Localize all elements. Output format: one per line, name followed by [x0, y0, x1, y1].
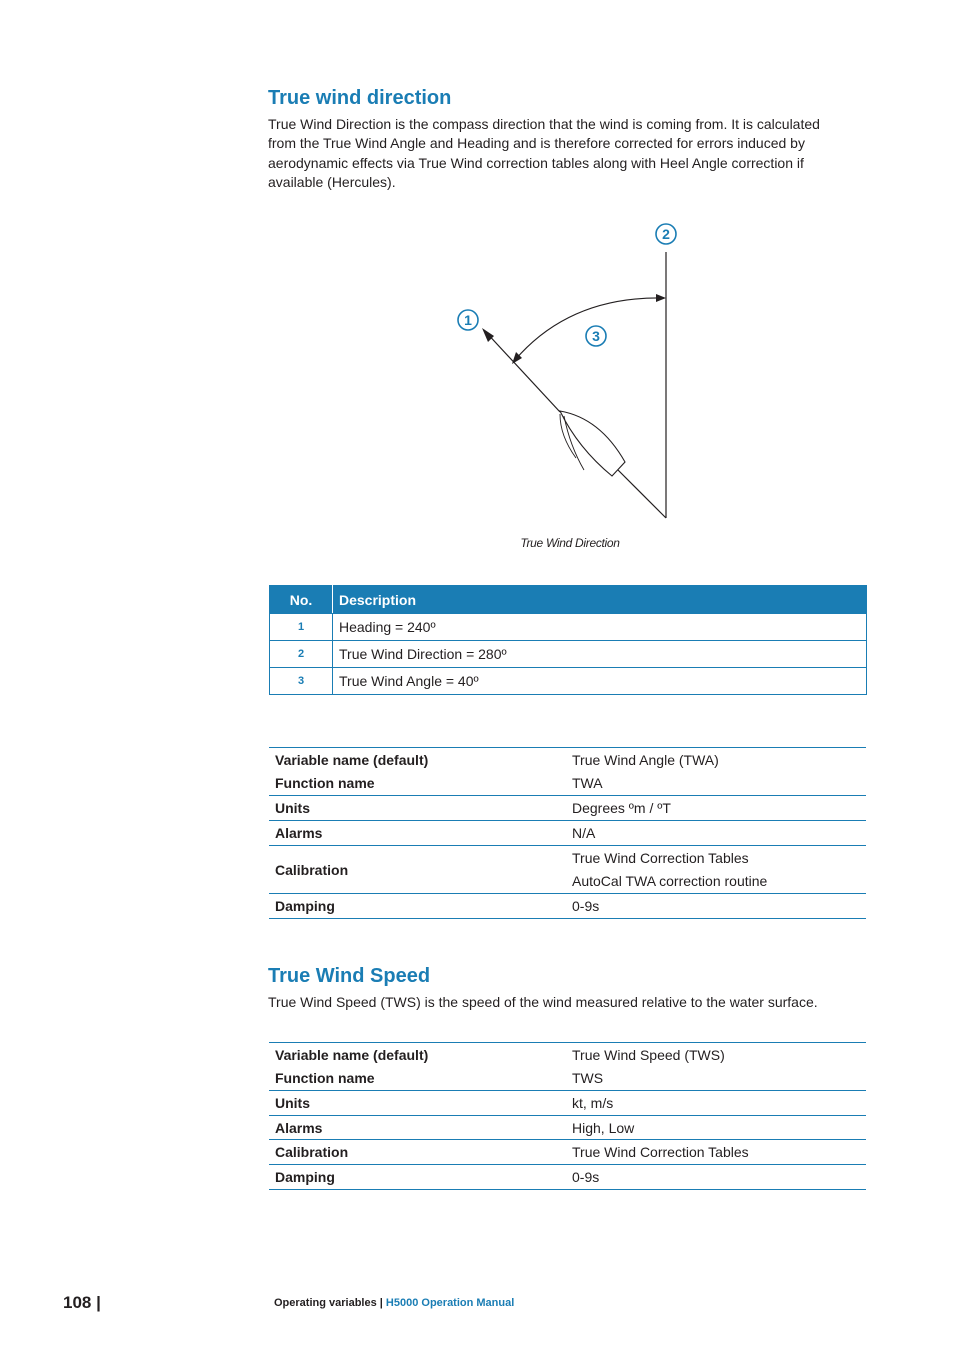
- alarms-value: High, Low: [568, 1116, 866, 1140]
- table-row: [270, 614, 867, 641]
- calibration-label: Calibration: [269, 846, 568, 894]
- footer-section: Operating variables: [274, 1297, 377, 1309]
- callout-2: [656, 224, 676, 244]
- arc-arrowhead-top: [656, 294, 666, 302]
- variable-name-value: True Wind Speed (TWS): [568, 1043, 866, 1067]
- footer-separator: |: [376, 1297, 386, 1309]
- damping-label: Damping: [269, 1165, 568, 1190]
- section-title-true-wind-speed: True Wind Speed: [268, 965, 431, 987]
- function-name-value: TWA: [568, 772, 866, 796]
- row-description: Heading = 240º: [333, 614, 867, 641]
- column-header-description: Description: [333, 586, 867, 614]
- damping-value: 0-9s: [568, 894, 866, 919]
- alarms-label: Alarms: [269, 1116, 568, 1140]
- units-label: Units: [269, 1091, 568, 1116]
- footer-running-title: [274, 1297, 514, 1309]
- units-label: Units: [269, 796, 568, 821]
- table-row: [270, 641, 867, 668]
- heading-arrowhead: [482, 328, 494, 342]
- calibration-value-1: True Wind Correction Tables: [572, 849, 749, 866]
- table-row: [270, 668, 867, 695]
- calibration-label: Calibration: [269, 1140, 568, 1165]
- row-description: True Wind Angle = 40º: [333, 668, 867, 695]
- section-title-true-wind-direction: True wind direction: [268, 87, 452, 109]
- function-name-label: Function name: [269, 1067, 568, 1091]
- callout-legend-table: [269, 585, 867, 695]
- callout-3: [586, 326, 606, 346]
- function-name-label: Function name: [269, 772, 568, 796]
- row-number: 1: [270, 614, 333, 641]
- units-value: Degrees ºm / ºT: [568, 796, 866, 821]
- tws-variable-table: [269, 1042, 866, 1190]
- damping-label: Damping: [269, 894, 568, 919]
- column-header-no: No.: [270, 586, 333, 614]
- variable-name-label: Variable name (default): [269, 748, 568, 772]
- function-name-value: TWS: [568, 1067, 866, 1091]
- damping-value: 0-9s: [568, 1165, 866, 1190]
- variable-name-label: Variable name (default): [269, 1043, 568, 1067]
- section-body-true-wind-direction: True Wind Direction is the compass direction that the wind is coming from. It is calculated from the True Wind Angle and Heading and is therefore corrected for errors induced by aerodynamic effects via True Wind correction tables along with Heel Angle correction if available (Hercules).: [268, 116, 820, 190]
- alarms-value: N/A: [568, 821, 866, 846]
- twa-variable-table: [269, 747, 866, 919]
- boat-hull: [560, 411, 625, 476]
- svg-text:3: 3: [592, 328, 600, 344]
- row-number: 3: [270, 668, 333, 695]
- calibration-value-2: AutoCal TWA correction routine: [568, 870, 866, 894]
- svg-text:1: 1: [464, 312, 472, 328]
- section-body-true-wind-speed: True Wind Speed (TWS) is the speed of the wind measured relative to the water surface.: [268, 994, 818, 1010]
- stern-line: [618, 470, 666, 518]
- heading-line: [484, 330, 560, 412]
- figure-caption: True Wind Direction: [520, 536, 620, 550]
- units-value: kt, m/s: [568, 1091, 866, 1116]
- alarms-label: Alarms: [269, 821, 568, 846]
- row-description: True Wind Direction = 280º: [333, 641, 867, 668]
- variable-name-value: True Wind Angle (TWA): [568, 748, 866, 772]
- footer-manual-title: H5000 Operation Manual: [385, 1297, 515, 1309]
- row-number: 2: [270, 641, 333, 668]
- callout-1: [458, 310, 478, 330]
- true-wind-direction-diagram: [440, 215, 700, 525]
- calibration-value: True Wind Correction Tables: [568, 1140, 866, 1165]
- page-number: 108 |: [63, 1293, 101, 1312]
- svg-text:2: 2: [662, 226, 670, 242]
